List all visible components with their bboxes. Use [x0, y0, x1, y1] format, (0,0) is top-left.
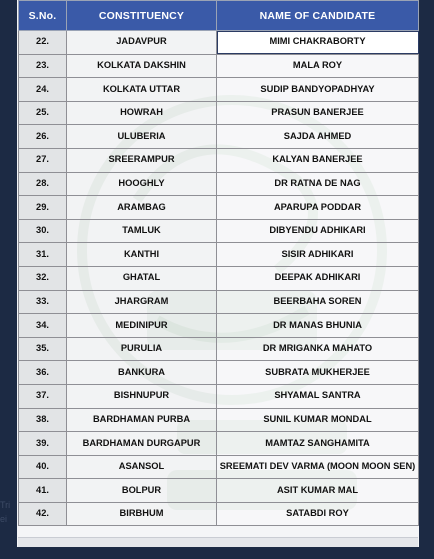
sno-cell: 25. [19, 101, 67, 125]
table-row [19, 384, 419, 408]
sno-cell: 34. [19, 314, 67, 338]
candidate-cell: APARUPA PODDAR [217, 196, 419, 220]
table-row [19, 196, 419, 220]
candidate-cell: MAMTAZ SANGHAMITA [217, 432, 419, 456]
constituency-cell: BOLPUR [67, 479, 217, 503]
constituency-cell: JADAVPUR [67, 31, 217, 55]
candidate-cell: SUBRATA MUKHERJEE [217, 361, 419, 385]
constituency-cell: KOLKATA UTTAR [67, 78, 217, 102]
table-row [19, 314, 419, 338]
candidate-cell: DR MANAS BHUNIA [217, 314, 419, 338]
candidate-cell: BEERBAHA SOREN [217, 290, 419, 314]
candidate-table [18, 0, 419, 526]
table-row [19, 172, 419, 196]
candidate-cell: SUNIL KUMAR MONDAL [217, 408, 419, 432]
table-row [19, 337, 419, 361]
sno-cell: 22. [19, 31, 67, 55]
candidate-cell: MALA ROY [217, 54, 419, 78]
table-row [19, 78, 419, 102]
constituency-cell: BISHNUPUR [67, 384, 217, 408]
constituency-cell: GHATAL [67, 266, 217, 290]
constituency-cell: BANKURA [67, 361, 217, 385]
table-row [19, 290, 419, 314]
candidate-cell: SREEMATI DEV VARMA (MOON MOON SEN) [217, 455, 419, 479]
candidate-cell: DIBYENDU ADHIKARI [217, 219, 419, 243]
table-row [19, 502, 419, 526]
constituency-cell: ASANSOL [67, 455, 217, 479]
sno-cell: 40. [19, 455, 67, 479]
candidate-cell: MIMI CHAKRABORTY [217, 31, 419, 55]
constituency-cell: ULUBERIA [67, 125, 217, 149]
constituency-cell: SREERAMPUR [67, 148, 217, 172]
table-row [19, 219, 419, 243]
constituency-cell: KANTHI [67, 243, 217, 267]
table-row [19, 432, 419, 456]
constituency-cell: BIRBHUM [67, 502, 217, 526]
constituency-cell: BARDHAMAN DURGAPUR [67, 432, 217, 456]
candidate-cell: SAJDA AHMED [217, 125, 419, 149]
table-row [19, 54, 419, 78]
candidate-cell: SISIR ADHIKARI [217, 243, 419, 267]
table-row [19, 125, 419, 149]
constituency-cell: KOLKATA DAKSHIN [67, 54, 217, 78]
sno-cell: 38. [19, 408, 67, 432]
sno-cell: 31. [19, 243, 67, 267]
table-row [19, 408, 419, 432]
sno-cell: 42. [19, 502, 67, 526]
sno-cell: 23. [19, 54, 67, 78]
table-row [19, 361, 419, 385]
constituency-cell: PURULIA [67, 337, 217, 361]
sno-cell: 29. [19, 196, 67, 220]
header-candidate: NAME OF CANDIDATE [217, 1, 419, 31]
constituency-cell: BARDHAMAN PURBA [67, 408, 217, 432]
header-constituency: CONSTITUENCY [67, 1, 217, 31]
table-row [19, 266, 419, 290]
constituency-cell: TAMLUK [67, 219, 217, 243]
table-row [19, 148, 419, 172]
constituency-cell: JHARGRAM [67, 290, 217, 314]
sno-cell: 32. [19, 266, 67, 290]
sno-cell: 26. [19, 125, 67, 149]
sno-cell: 27. [19, 148, 67, 172]
sno-cell: 37. [19, 384, 67, 408]
candidate-cell: PRASUN BANERJEE [217, 101, 419, 125]
candidate-cell: DR MRIGANKA MAHATO [217, 337, 419, 361]
constituency-cell: HOWRAH [67, 101, 217, 125]
sno-cell: 35. [19, 337, 67, 361]
candidate-cell: SUDIP BANDYOPADHYAY [217, 78, 419, 102]
candidate-cell: SHYAMAL SANTRA [217, 384, 419, 408]
candidate-cell: DR RATNA DE NAG [217, 172, 419, 196]
sno-cell: 28. [19, 172, 67, 196]
table-header-row [19, 1, 419, 31]
background-ghost-text: Tri ei [0, 500, 11, 524]
table-row [19, 101, 419, 125]
table-row [19, 243, 419, 267]
table-row [19, 455, 419, 479]
candidate-cell: KALYAN BANERJEE [217, 148, 419, 172]
table-row [19, 479, 419, 503]
candidate-cell: DEEPAK ADHIKARI [217, 266, 419, 290]
table-bottom-strip [18, 537, 418, 547]
sno-cell: 41. [19, 479, 67, 503]
candidate-cell: SATABDI ROY [217, 502, 419, 526]
sno-cell: 39. [19, 432, 67, 456]
candidate-cell: ASIT KUMAR MAL [217, 479, 419, 503]
header-sno: S.No. [19, 1, 67, 31]
sno-cell: 36. [19, 361, 67, 385]
constituency-cell: HOOGHLY [67, 172, 217, 196]
sno-cell: 33. [19, 290, 67, 314]
constituency-cell: ARAMBAG [67, 196, 217, 220]
candidate-list-sheet [17, 0, 419, 547]
sno-cell: 30. [19, 219, 67, 243]
constituency-cell: MEDINIPUR [67, 314, 217, 338]
sno-cell: 24. [19, 78, 67, 102]
table-row [19, 31, 419, 55]
